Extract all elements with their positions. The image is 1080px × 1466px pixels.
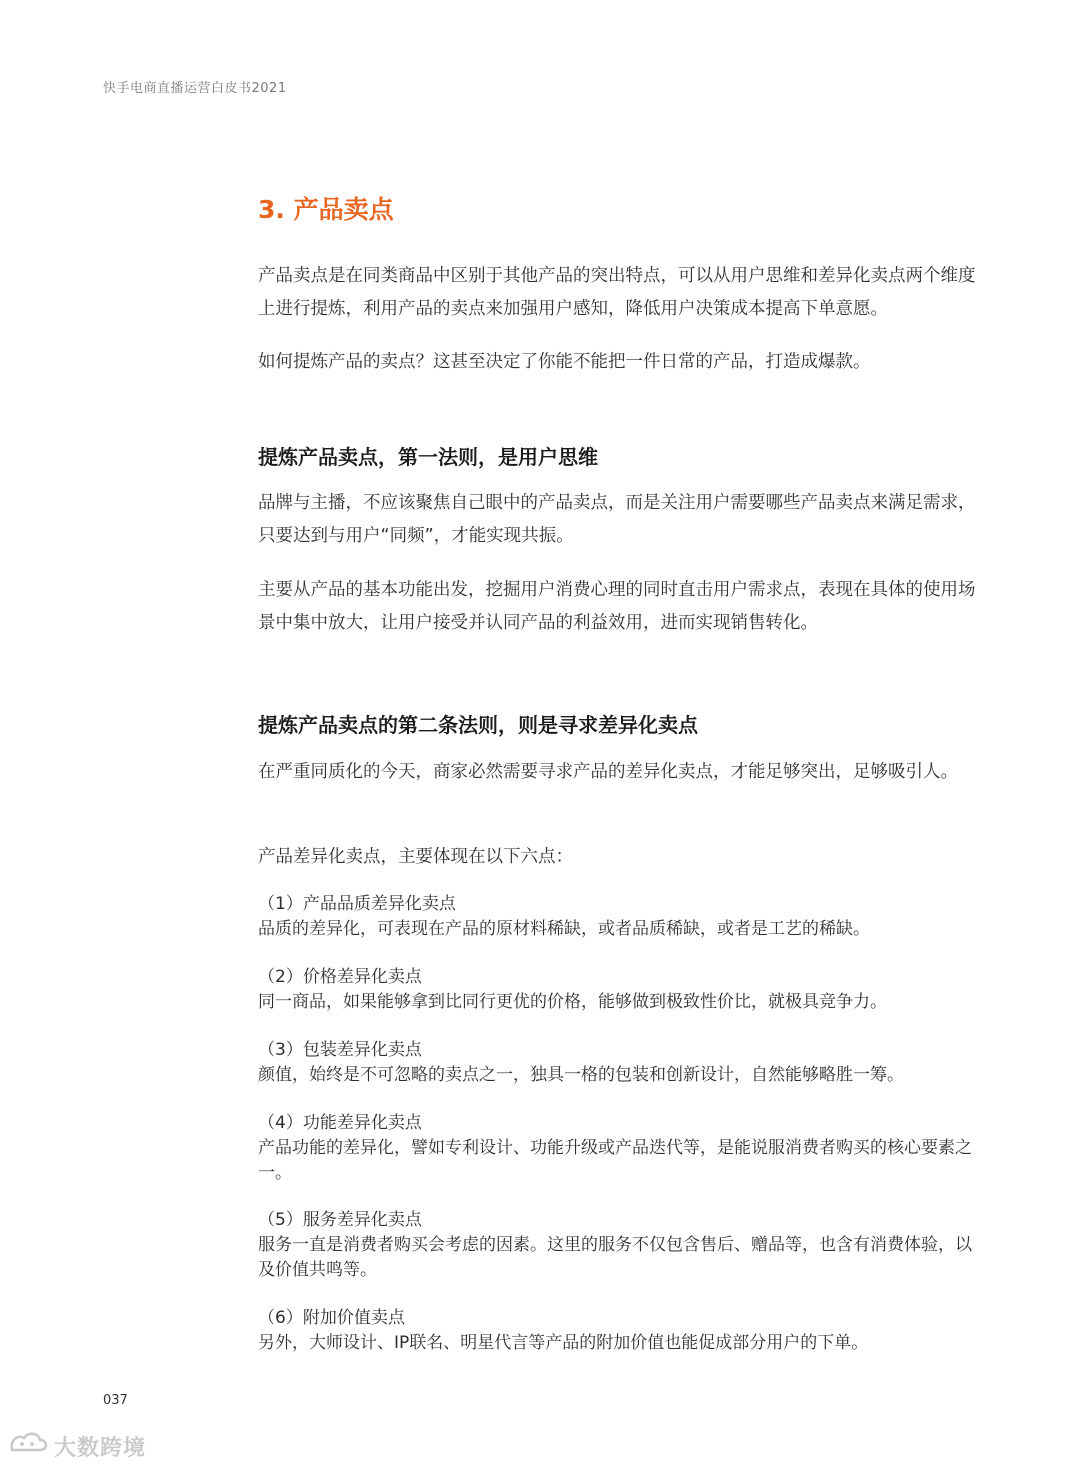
list-item-text: 同一商品，如果能够拿到比同行更优的价格，能够做到极致性价比，就极具竞争力。 xyxy=(258,992,887,1012)
intro-paragraph-1: 产品卖点是在同类商品中区别于其他产品的突出特点，可以从用户思维和差异化卖点两个维度上进行提炼，利用产品的卖点来加强用户感知，降低用户决策成本提高下单意愿。 xyxy=(258,266,976,319)
section-title: 3. 产品卖点 xyxy=(258,195,394,224)
list-item-text: 产品功能的差异化，譬如专利设计、功能升级或产品迭代等，是能说服消费者购买的核心要素之一。 xyxy=(258,1138,972,1183)
list-item-title: （6）附加价值卖点 xyxy=(258,1308,405,1328)
list-item xyxy=(258,892,988,942)
list-item xyxy=(258,1038,988,1088)
watermark xyxy=(8,1430,146,1462)
list-item-text: 另外，大师设计、IP联名、明星代言等产品的附加价值也能促成部分用户的下单。 xyxy=(258,1333,869,1353)
list-item-title: （5）服务差异化卖点 xyxy=(258,1210,422,1230)
list-item xyxy=(258,1306,988,1356)
list-item-text: 服务一直是消费者购买会考虑的因素。这里的服务不仅包含售后、赠品等，也含有消费体验，以及价值共鸣等。 xyxy=(258,1235,972,1280)
list-item-title: （1）产品品质差异化卖点 xyxy=(258,894,456,914)
page-number: 037 xyxy=(103,1393,128,1408)
rule1-heading: 提炼产品卖点，第一法则，是用户思维 xyxy=(258,445,598,469)
list-item xyxy=(258,1111,988,1186)
rule2-paragraph-1: 在严重同质化的今天，商家必然需要寻求产品的差异化卖点，才能足够突出，足够吸引人。 xyxy=(258,762,958,782)
list-item-text: 品质的差异化，可表现在产品的原材料稀缺，或者品质稀缺，或者是工艺的稀缺。 xyxy=(258,919,870,939)
rule2-paragraph-2: 产品差异化卖点，主要体现在以下六点： xyxy=(258,847,573,867)
list-item-text: 颜值，始终是不可忽略的卖点之一，独具一格的包装和创新设计，自然能够略胜一筹。 xyxy=(258,1065,904,1085)
rule1-paragraph-2: 主要从产品的基本功能出发，挖掘用户消费心理的同时直击用户需求点，表现在具体的使用场景中集中放大，让用户接受并认同产品的利益效用，进而实现销售转化。 xyxy=(258,580,976,633)
list-item-title: （3）包装差异化卖点 xyxy=(258,1040,422,1060)
list-item-title: （4）功能差异化卖点 xyxy=(258,1113,422,1133)
watermark-text: 大数跨境 xyxy=(54,1435,147,1461)
intro-paragraph-2: 如何提炼产品的卖点？这甚至决定了你能不能把一件日常的产品，打造成爆款。 xyxy=(258,352,871,372)
list-item-title: （2）价格差异化卖点 xyxy=(258,967,422,987)
list-item xyxy=(258,1208,988,1283)
list-item xyxy=(258,965,988,1015)
rule2-heading: 提炼产品卖点的第二条法则，则是寻求差异化卖点 xyxy=(258,713,698,737)
header-title: 快手电商直播运营白皮书2021 xyxy=(103,81,287,96)
rule1-paragraph-1: 品牌与主播，不应该聚焦自己眼中的产品卖点，而是关注用户需要哪些产品卖点来满足需求，只要达到与用户“同频”，才能实现共振。 xyxy=(258,493,976,546)
watermark-logo-icon xyxy=(8,1430,50,1462)
